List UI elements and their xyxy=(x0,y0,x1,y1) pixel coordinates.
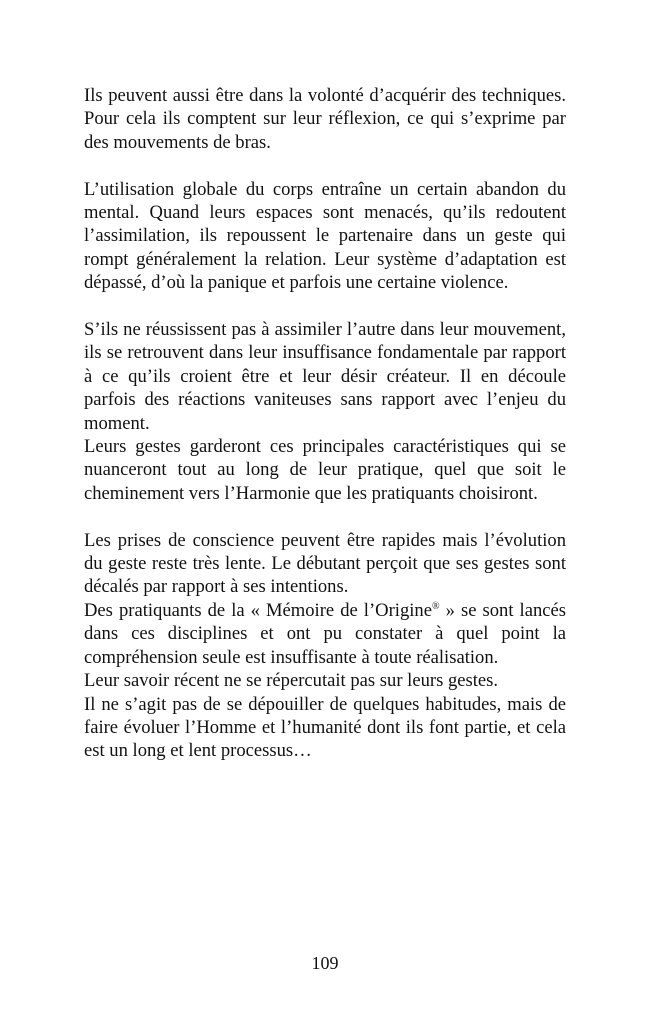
paragraph-8: Il ne s’agit pas de se dépouiller de quelques habitudes, mais de faire évoluer l’Homme et l’humanité dont ils font partie, et cela est un long et lent processus… xyxy=(84,693,566,762)
paragraph-7: Leur savoir récent ne se répercutait pas sur leurs gestes. xyxy=(84,670,499,692)
paragraph-5: Les prises de conscience peuvent être rapides mais l’évolution du geste reste très lente. Le débutant perçoit que ses gestes sont décalés par rapport à ses intentions. xyxy=(84,529,566,598)
paragraph-6-end: » se sont lancés dans ces disciplines et ont pu constater à quel point la compréhension seule est insuffisante à toute réalisation. xyxy=(84,599,566,668)
paragraph-2: L’utilisation globale du corps entraîne un certain abandon du mental. Quand leurs espaces sont menacés, qu’ils redoutent l’assimilation, ils repoussent le partenaire dans un geste qui rompt généralement la relation. Leur système d’adaptation est dépassé, d’où la panique et parfois une certaine violence. xyxy=(84,178,566,294)
paragraph-6-start: Des pratiquants de la « Mémoire de l’Origine xyxy=(84,599,432,621)
paragraph-4: Leurs gestes garderont ces principales caractéristiques qui se nuanceront tout au long de leur pratique, quel que soit le cheminement vers l’Harmonie que les pratiquants choisiront. xyxy=(84,436,566,504)
paragraph-6 xyxy=(84,599,566,669)
registered-mark: ® xyxy=(431,600,440,612)
paragraph-1: Ils peuvent aussi être dans la volonté d’acquérir des techniques. Pour cela ils comptent sur leur réflexion, ce qui s’exprime par des mouvements de bras. xyxy=(84,85,566,153)
body-text xyxy=(84,84,566,763)
page-number: 109 xyxy=(311,953,339,973)
paragraph-3: S’ils ne réussissent pas à assimiler l’autre dans leur mouvement, ils se retrouvent dans leur insuffisance fondamentale par rapport à ce qu’ils croient être et leur désir créateur. Il en découle parfois des réactions vaniteuses sans rapport avec l’enjeu du moment. xyxy=(84,319,566,434)
